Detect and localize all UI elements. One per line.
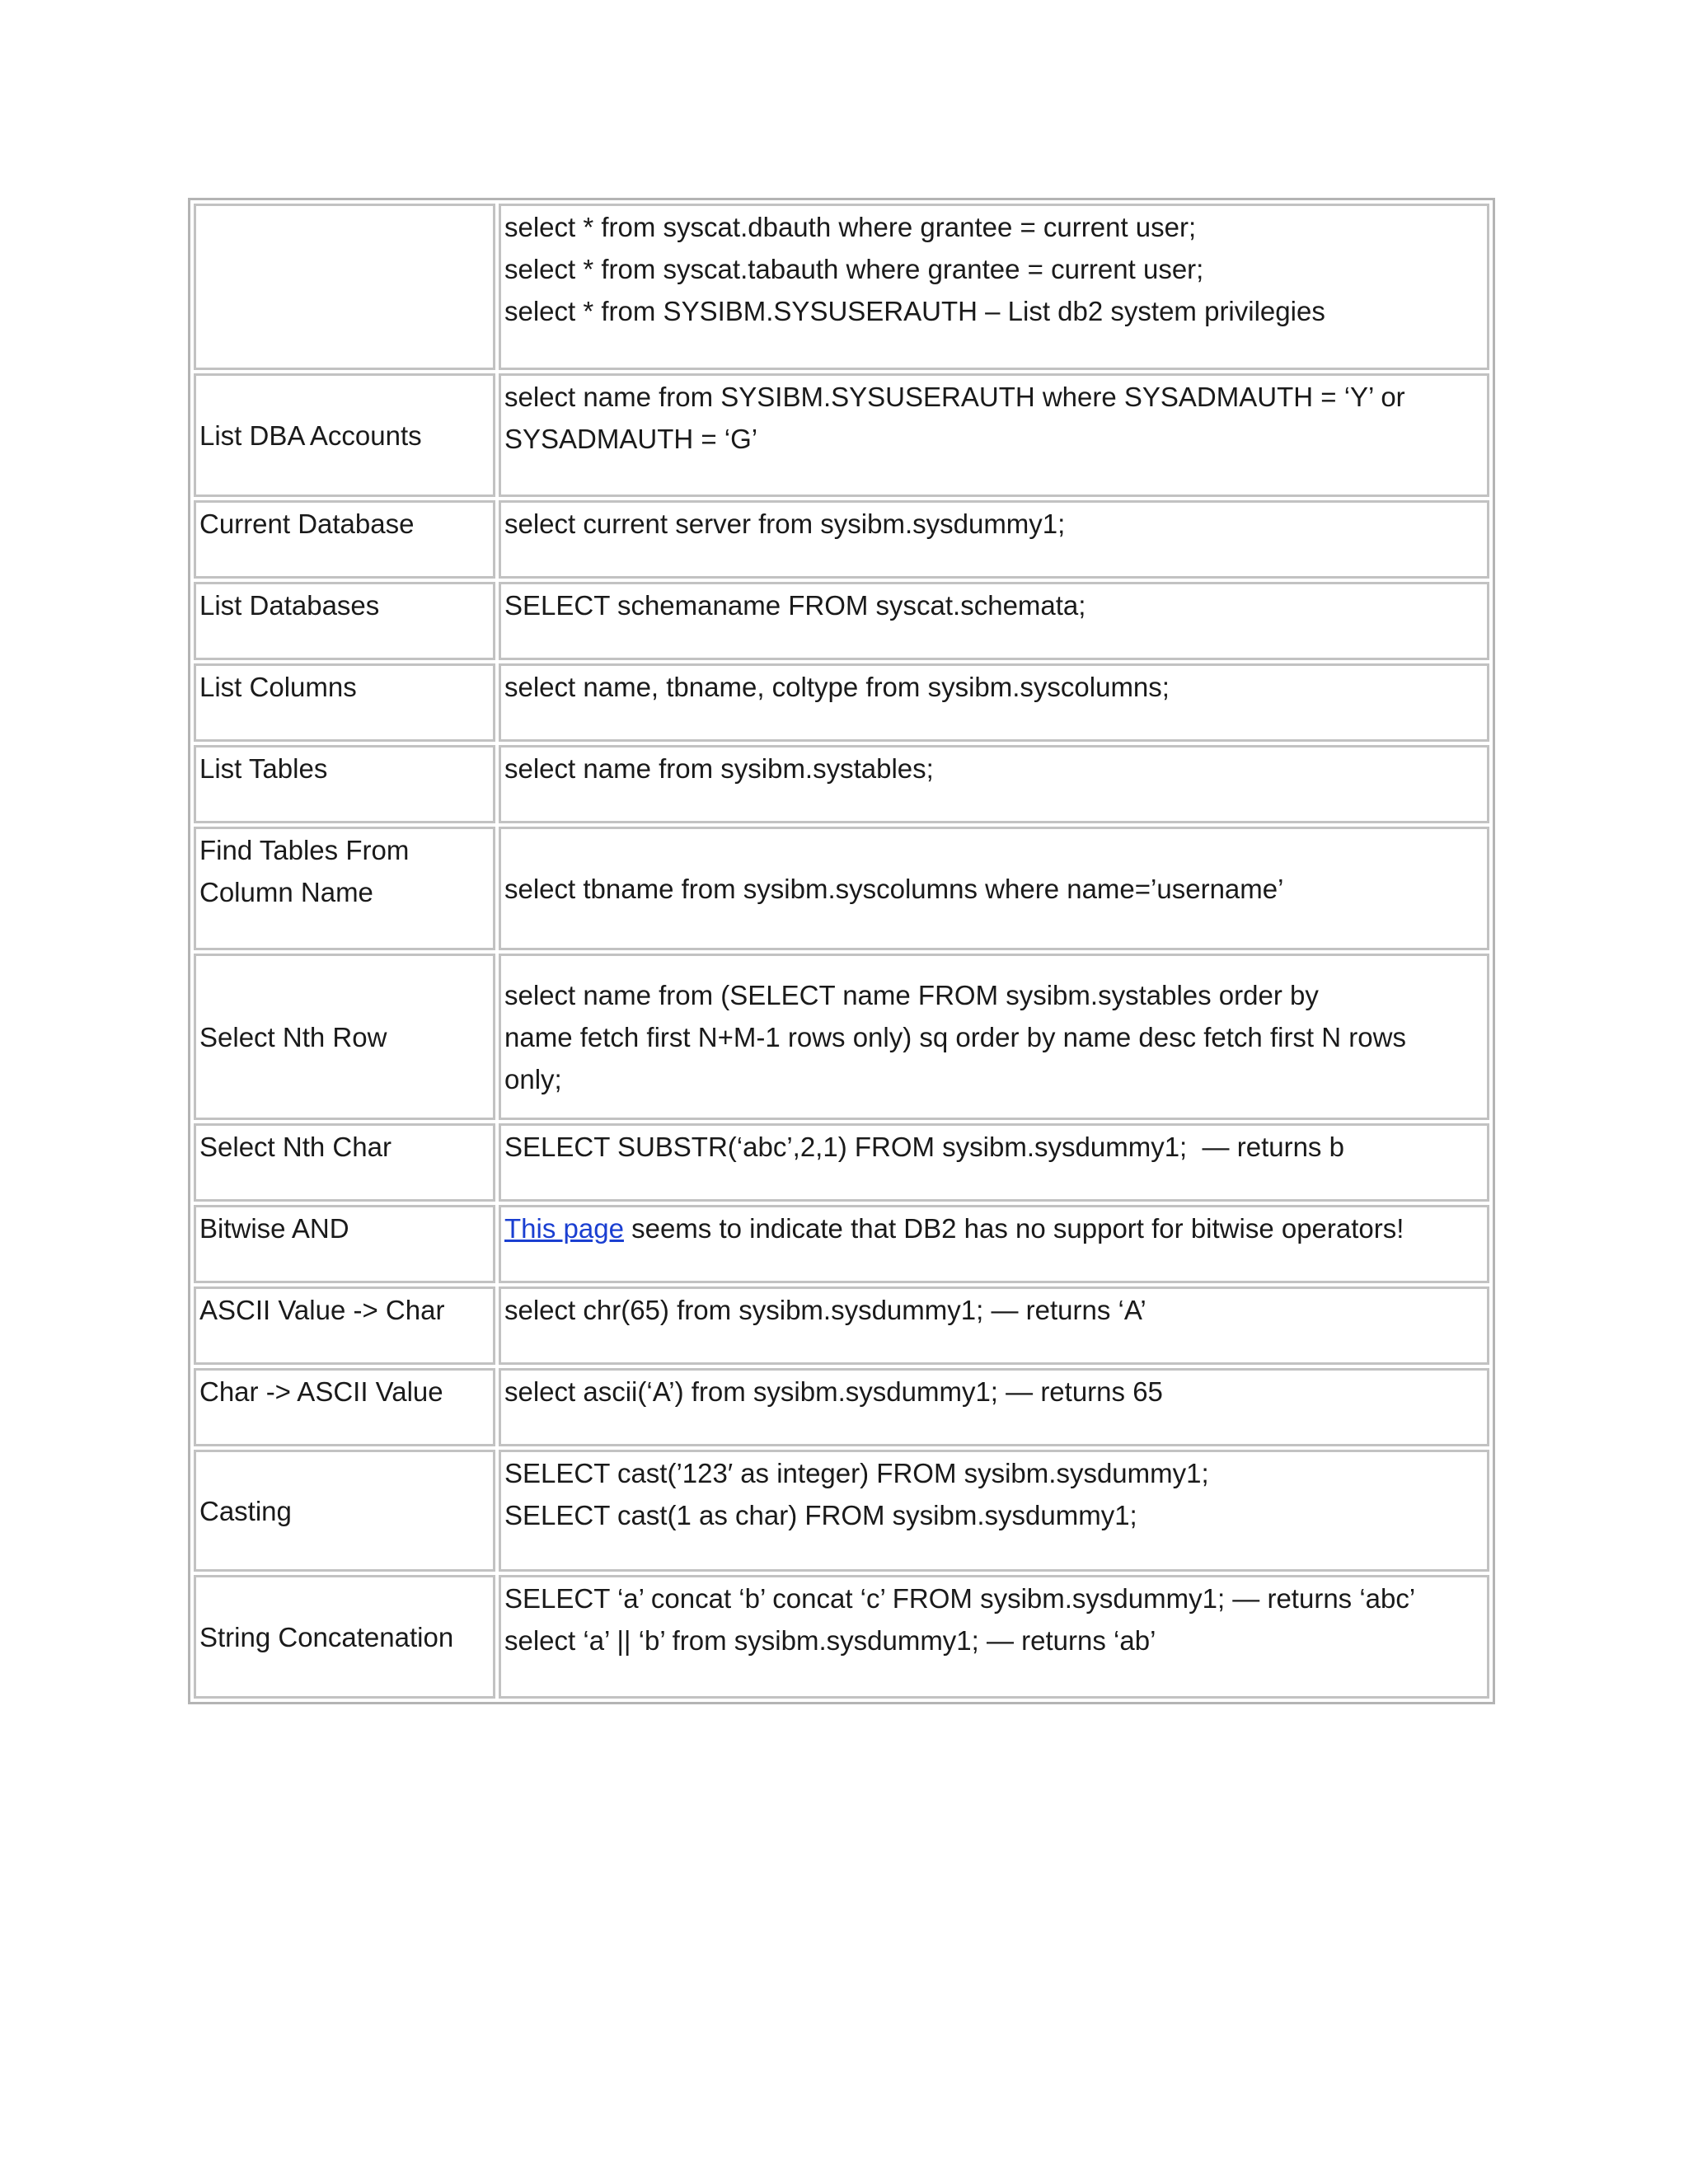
link-trailing-text: seems to indicate that DB2 has no support for bitwise operators! — [623, 1213, 1404, 1244]
row-label: Find Tables From Column Name — [194, 827, 495, 950]
row-query — [499, 1205, 1489, 1283]
query-line: only; — [504, 1063, 562, 1094]
row-query — [499, 373, 1489, 497]
query-line: select current server from sysibm.sysdummy1; — [504, 509, 1066, 539]
query-line: select * from syscat.tabauth where grantee = current user; — [504, 254, 1204, 284]
row-label: Current Database — [194, 500, 495, 579]
row-label: String Concatenation — [194, 1575, 495, 1699]
table-row — [194, 373, 1489, 497]
table-row — [194, 500, 1489, 579]
row-query — [499, 1368, 1489, 1446]
query-line: select name from (SELECT name FROM sysibm.systables order by — [504, 979, 1319, 1010]
row-query — [499, 745, 1489, 823]
db2-cheatsheet-table — [188, 198, 1495, 1704]
table-row — [194, 582, 1489, 660]
row-label: ASCII Value -> Char — [194, 1286, 495, 1365]
table-row — [194, 1368, 1489, 1446]
table-row — [194, 1450, 1489, 1572]
row-query — [499, 954, 1489, 1120]
row-label: List DBA Accounts — [194, 373, 495, 497]
table-row — [194, 204, 1489, 370]
row-label: List Databases — [194, 582, 495, 660]
query-line: select name from SYSIBM.SYSUSERAUTH where SYSADMAUTH = ‘Y’ or — [504, 382, 1405, 412]
query-line: SELECT schemaname FROM syscat.schemata; — [504, 590, 1086, 621]
row-query — [499, 204, 1489, 370]
row-query — [499, 1123, 1489, 1202]
row-query — [499, 1450, 1489, 1572]
query-line — [504, 1207, 1484, 1249]
row-query — [499, 1286, 1489, 1365]
table-row — [194, 954, 1489, 1120]
table-row — [194, 827, 1489, 950]
query-line: name fetch first N+M-1 rows only) sq order by name desc fetch first N rows — [504, 1021, 1406, 1052]
row-label: List Columns — [194, 663, 495, 742]
query-line: select name from sysibm.systables; — [504, 753, 934, 784]
query-line: select ascii(‘A’) from sysibm.sysdummy1; — returns 65 — [504, 1376, 1163, 1407]
row-query — [499, 582, 1489, 660]
query-line: SELECT cast(1 as char) FROM sysibm.sysdummy1; — [504, 1500, 1137, 1530]
row-label: Bitwise AND — [194, 1205, 495, 1283]
row-label: Select Nth Row — [194, 954, 495, 1120]
query-line: select ‘a’ || ‘b’ from sysibm.sysdummy1; — returns ‘ab’ — [504, 1625, 1156, 1656]
row-query — [499, 827, 1489, 950]
row-query — [499, 1575, 1489, 1699]
query-line: select * from syscat.dbauth where grantee = current user; — [504, 212, 1197, 242]
row-label — [194, 204, 495, 370]
table-row — [194, 663, 1489, 742]
table-row — [194, 1575, 1489, 1699]
table-row — [194, 1205, 1489, 1283]
table-row — [194, 745, 1489, 823]
query-line: select name, tbname, coltype from sysibm.syscolumns; — [504, 672, 1170, 702]
table-row — [194, 1286, 1489, 1365]
row-query — [499, 500, 1489, 579]
query-line: SELECT ‘a’ concat ‘b’ concat ‘c’ FROM sysibm.sysdummy1; — returns ‘abc’ — [504, 1583, 1416, 1614]
query-line: SELECT SUBSTR(‘abc’,2,1) FROM sysibm.sysdummy1; — returns b — [504, 1132, 1344, 1162]
row-label: Char -> ASCII Value — [194, 1368, 495, 1446]
query-line: SYSADMAUTH = ‘G’ — [504, 424, 758, 454]
row-query — [499, 663, 1489, 742]
row-label: Select Nth Char — [194, 1123, 495, 1202]
row-label: Casting — [194, 1450, 495, 1572]
table-row — [194, 1123, 1489, 1202]
query-line: SELECT cast(’123′ as integer) FROM sysibm.sysdummy1; — [504, 1458, 1209, 1488]
query-line: select tbname from sysibm.syscolumns where name=’username’ — [504, 873, 1284, 904]
query-line: select chr(65) from sysibm.sysdummy1; — returns ‘A’ — [504, 1295, 1146, 1325]
row-label: List Tables — [194, 745, 495, 823]
query-line: select * from SYSIBM.SYSUSERAUTH – List db2 system privilegies — [504, 296, 1325, 326]
this-page-link[interactable]: This page — [504, 1213, 624, 1244]
